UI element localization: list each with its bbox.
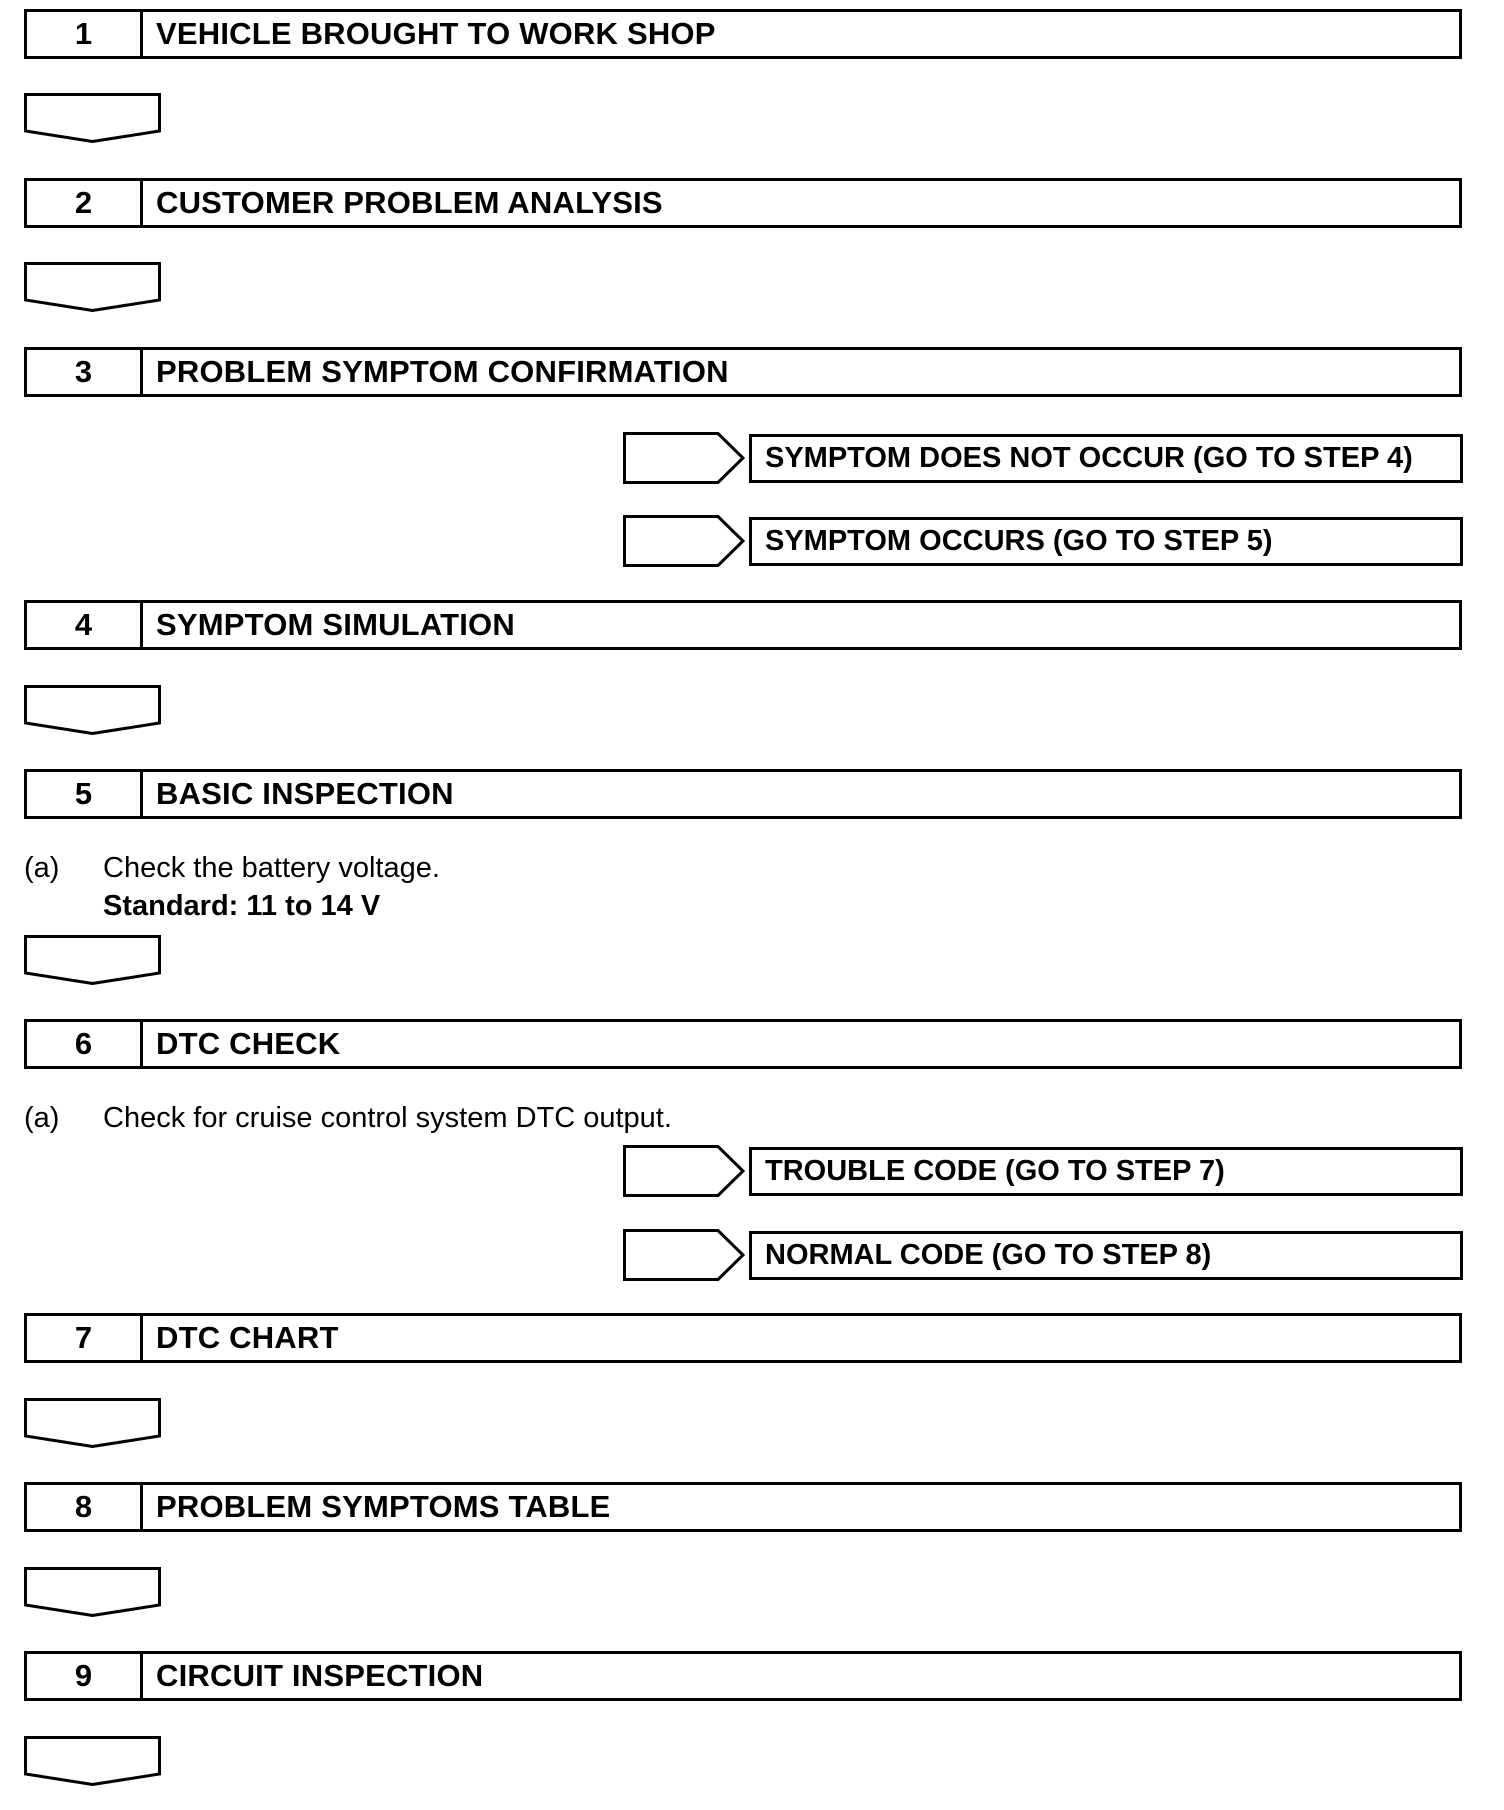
- note-text: Check the battery voltage.: [103, 852, 440, 884]
- step-5-note: [0, 852, 1504, 886]
- step-7-box: [24, 1313, 1462, 1363]
- step-number: 2: [27, 181, 143, 225]
- right-arrow-icon: [623, 432, 745, 484]
- branch-result-symptom-occurs: SYMPTOM OCCURS (GO TO STEP 5): [749, 517, 1463, 566]
- down-arrow-icon: [24, 935, 161, 985]
- right-arrow-icon: [623, 1145, 745, 1197]
- step-6-box: [24, 1019, 1462, 1069]
- branch-result-trouble-code: TROUBLE CODE (GO TO STEP 7): [749, 1147, 1463, 1196]
- down-arrow-icon: [24, 1736, 161, 1786]
- step-1-box: [24, 9, 1462, 59]
- branch-result-symptom-does-not-occur: SYMPTOM DOES NOT OCCUR (GO TO STEP 4): [749, 434, 1463, 483]
- step-4-box: [24, 600, 1462, 650]
- step-title: BASIC INSPECTION: [156, 776, 454, 811]
- step-number: 4: [27, 603, 143, 647]
- step-number: 7: [27, 1316, 143, 1360]
- step-number: 1: [27, 12, 143, 56]
- step-number: 5: [27, 772, 143, 816]
- step-number: 3: [27, 350, 143, 394]
- down-arrow-icon: [24, 1398, 161, 1448]
- step-title: VEHICLE BROUGHT TO WORK SHOP: [156, 16, 716, 51]
- down-arrow-icon: [24, 1567, 161, 1617]
- step-title: DTC CHART: [156, 1320, 339, 1355]
- step-9-box: [24, 1651, 1462, 1701]
- step-title: SYMPTOM SIMULATION: [156, 607, 515, 642]
- down-arrow-icon: [24, 685, 161, 735]
- step-title: CIRCUIT INSPECTION: [156, 1658, 484, 1693]
- step-title: PROBLEM SYMPTOMS TABLE: [156, 1489, 611, 1524]
- note-label: (a): [24, 1102, 60, 1134]
- note-text: Check for cruise control system DTC output.: [103, 1102, 672, 1134]
- step-6-note: [0, 1102, 1504, 1136]
- step-number: 6: [27, 1022, 143, 1066]
- note-label: (a): [24, 852, 60, 884]
- step-number: 8: [27, 1485, 143, 1529]
- down-arrow-icon: [24, 93, 161, 143]
- standard-value: Standard: 11 to 14 V: [103, 890, 381, 922]
- down-arrow-icon: [24, 262, 161, 312]
- step-3-box: [24, 347, 1462, 397]
- step-title: DTC CHECK: [156, 1026, 341, 1061]
- step-number: 9: [27, 1654, 143, 1698]
- right-arrow-icon: [623, 1229, 745, 1281]
- step-title: CUSTOMER PROBLEM ANALYSIS: [156, 185, 663, 220]
- right-arrow-icon: [623, 515, 745, 567]
- step-2-box: [24, 178, 1462, 228]
- step-5-box: [24, 769, 1462, 819]
- step-8-box: [24, 1482, 1462, 1532]
- branch-result-normal-code: NORMAL CODE (GO TO STEP 8): [749, 1231, 1463, 1280]
- step-title: PROBLEM SYMPTOM CONFIRMATION: [156, 354, 729, 389]
